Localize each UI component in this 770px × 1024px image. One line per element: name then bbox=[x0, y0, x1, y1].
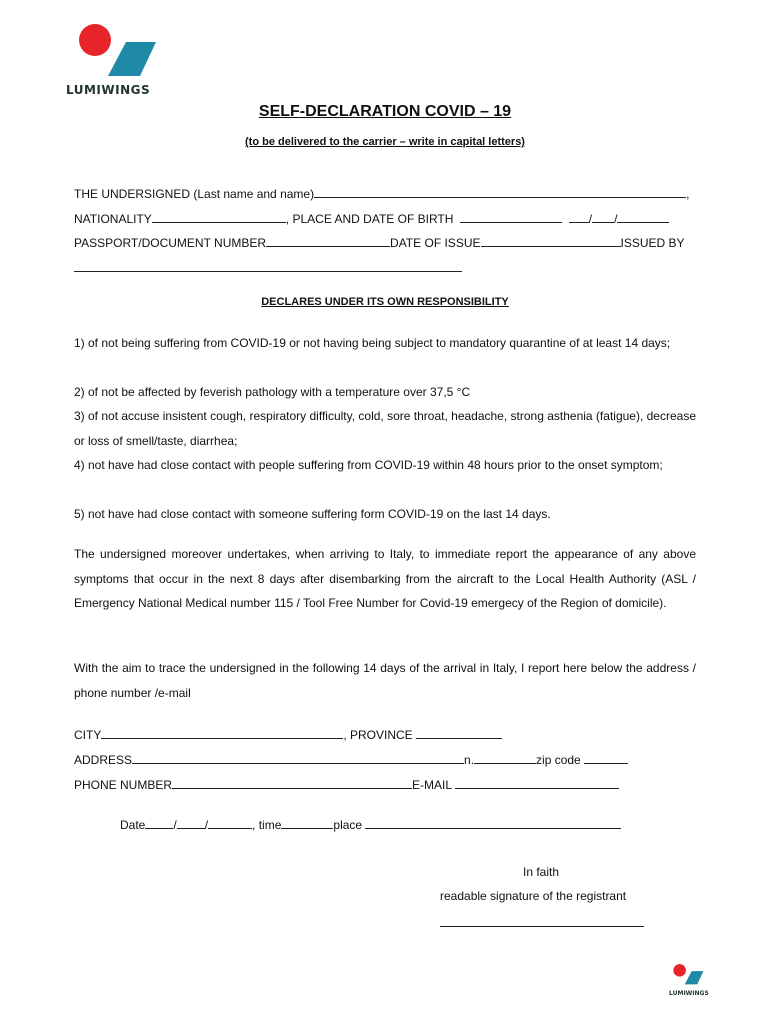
birth-year-field[interactable] bbox=[617, 210, 669, 223]
place-field[interactable] bbox=[365, 816, 621, 829]
date-separator: / bbox=[173, 818, 177, 832]
province-field[interactable] bbox=[416, 726, 502, 739]
date-day-field[interactable] bbox=[145, 816, 173, 829]
brand-name-small: LUMIWINGS bbox=[669, 990, 709, 997]
issued-by-label: ISSUED BY bbox=[620, 236, 685, 250]
issued-by-field[interactable] bbox=[74, 270, 462, 272]
address-line bbox=[74, 751, 628, 767]
city-label: CITY bbox=[74, 728, 102, 742]
time-field[interactable] bbox=[281, 816, 333, 829]
email-field[interactable] bbox=[455, 776, 619, 789]
province-label: , PROVINCE bbox=[343, 728, 413, 742]
passport-label: PASSPORT/DOCUMENT NUMBER bbox=[74, 236, 267, 250]
date-issue-field[interactable] bbox=[481, 234, 621, 247]
signature-field[interactable] bbox=[440, 925, 644, 927]
date-year-field[interactable] bbox=[208, 816, 252, 829]
nationality-line: NATIONALITY , PLACE AND DATE OF BIRTH / / bbox=[74, 210, 669, 226]
date-issue-label: DATE OF ISSUE bbox=[390, 236, 481, 250]
document-title: SELF-DECLARATION COVID – 19 bbox=[258, 103, 512, 120]
undertaking-paragraph: The undersigned moreover undertakes, when arriving to Italy, to immediate report the appearance of any above symptoms that occur in the next 8 days after disembarking from the aircraft to the Local Health Authority (ASL / Emergency National Medical number 115 / Tool Free Number for Covid-19 emergecy of the Region of domicile). bbox=[74, 547, 696, 610]
document-subtitle: (to be delivered to the carrier – write in capital letters) bbox=[245, 136, 525, 148]
phone-label: PHONE NUMBER bbox=[74, 778, 173, 792]
city-field[interactable] bbox=[101, 726, 343, 739]
declaration-1: 1) of not being suffering from COVID-19 or not having being subject to mandatory quarantine of at least 14 days; bbox=[74, 336, 671, 350]
number-label: n. bbox=[464, 753, 475, 767]
date-month-field[interactable] bbox=[177, 816, 205, 829]
birth-day-field[interactable] bbox=[569, 210, 589, 223]
number-field[interactable] bbox=[474, 751, 536, 764]
trace-paragraph: With the aim to trace the undersigned in the following 14 days of the arrival in Italy, I report here below the address / phone number /e-mail bbox=[74, 661, 696, 700]
date-label: Date bbox=[120, 818, 146, 832]
lumiwings-small-logo-icon bbox=[673, 964, 705, 986]
address-label: ADDRESS bbox=[74, 753, 133, 767]
passport-line bbox=[74, 234, 685, 250]
zip-label: zip code bbox=[536, 753, 581, 767]
date-separator: / bbox=[204, 818, 209, 832]
passport-field[interactable] bbox=[266, 234, 390, 247]
declaration-5: 5) not have had close contact with someone suffering form COVID-19 on the last 14 days. bbox=[74, 507, 551, 521]
email-label: E-MAIL bbox=[412, 778, 453, 792]
declares-heading: DECLARES UNDER ITS OWN RESPONSIBILITY bbox=[261, 296, 509, 308]
undersigned-label: THE UNDERSIGNED (Last name and name) bbox=[74, 187, 315, 201]
birth-month-field[interactable] bbox=[592, 210, 614, 223]
declaration-2: 2) of not be affected by feverish pathology with a temperature over 37,5 °C bbox=[74, 385, 471, 399]
phone-line bbox=[74, 776, 619, 792]
address-field[interactable] bbox=[132, 751, 464, 764]
date-time-place-line bbox=[120, 816, 621, 832]
phone-field[interactable] bbox=[172, 776, 412, 789]
city-line bbox=[74, 726, 502, 742]
place-date-birth-label: , PLACE AND DATE OF BIRTH bbox=[285, 212, 454, 226]
zip-field[interactable] bbox=[584, 751, 628, 764]
nationality-field[interactable] bbox=[152, 210, 286, 223]
birth-place-field[interactable] bbox=[460, 210, 562, 223]
undersigned-field[interactable] bbox=[314, 185, 686, 198]
in-faith-text: In faith bbox=[523, 865, 560, 879]
nationality-label: NATIONALITY bbox=[74, 212, 152, 226]
brand-name: LUMIWINGS bbox=[66, 83, 151, 97]
undersigned-line: THE UNDERSIGNED (Last name and name) , bbox=[74, 187, 690, 201]
declaration-3: 3) of not accuse insistent cough, respiratory difficulty, cold, sore throat, headache, strong asthenia (fatigue), decrease or loss of smell/taste, diarrhea; bbox=[74, 409, 696, 448]
time-label: , time bbox=[252, 818, 282, 832]
declaration-4: 4) not have had close contact with people suffering from COVID-19 within 48 hours prior to the onset symptom; bbox=[74, 458, 663, 472]
place-label: place bbox=[333, 818, 363, 832]
signature-label: readable signature of the registrant bbox=[440, 889, 627, 903]
lumiwings-logo-icon bbox=[78, 24, 160, 80]
